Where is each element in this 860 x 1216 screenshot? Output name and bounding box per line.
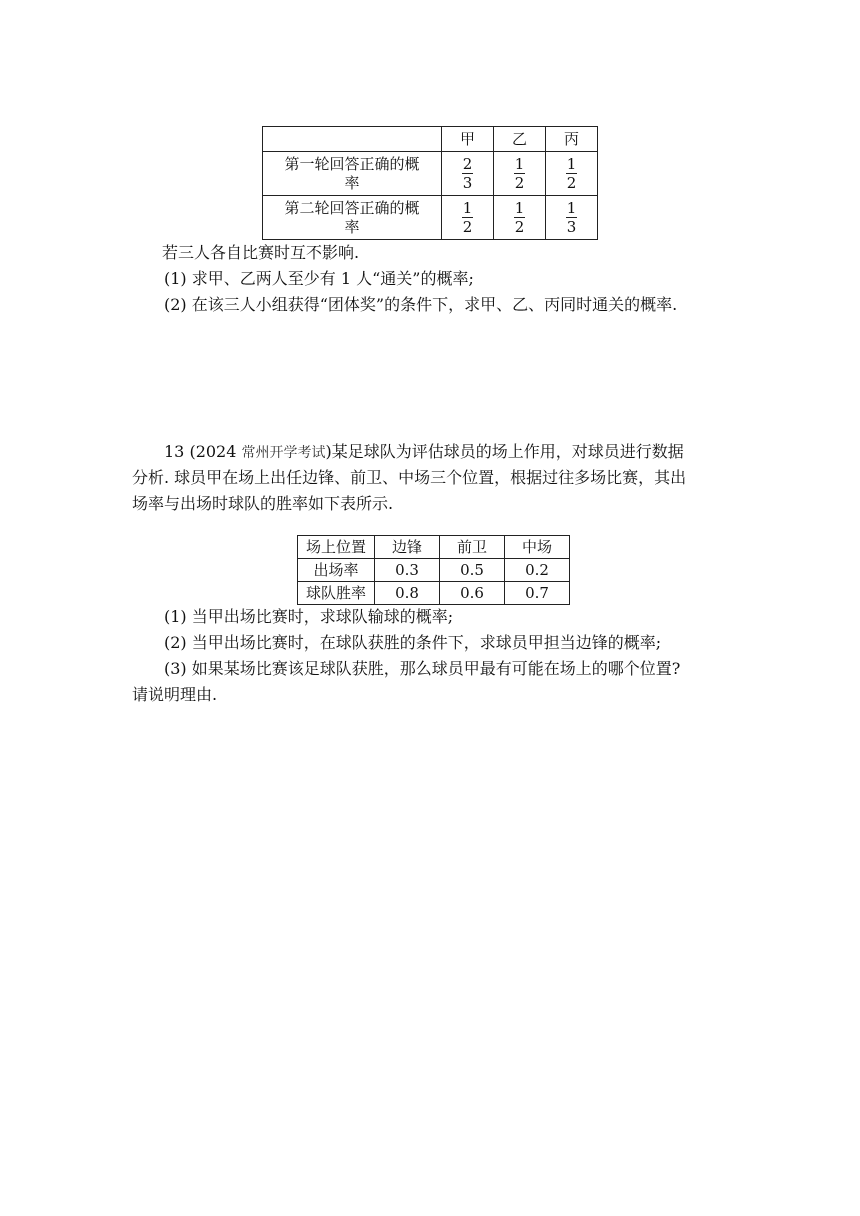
q13-part1: (1) 当甲出场比赛时，求球队输球的概率;	[164, 607, 454, 626]
table-header-cell: 乙	[494, 127, 546, 152]
fraction-numerator: 1	[514, 155, 525, 173]
q13-part3-line2: 请说明理由.	[132, 685, 218, 704]
fraction-numerator: 1	[462, 199, 473, 217]
table-cell: 0.2	[505, 559, 570, 582]
fraction-denominator: 3	[462, 174, 473, 192]
q12-part1: (1) 求甲、乙两人至少有 1 人“通关”的概率;	[164, 269, 474, 288]
fraction-numerator: 1	[566, 199, 577, 217]
table-cell	[494, 196, 546, 240]
table-cell	[546, 196, 598, 240]
fraction-denominator: 2	[514, 218, 525, 236]
fraction	[462, 199, 474, 236]
fraction-denominator: 2	[462, 218, 473, 236]
q13-part3-line1: (3) 如果某场比赛该足球队获胜，那么球员甲最有可能在场上的哪个位置?	[164, 659, 681, 678]
table-cell: 0.8	[375, 582, 440, 605]
q13-line3: 场率与出场时球队的胜率如下表所示.	[132, 494, 394, 513]
table-row	[298, 559, 570, 582]
table-header-row	[298, 536, 570, 559]
probability-table	[262, 126, 598, 240]
fraction-denominator: 3	[566, 218, 577, 236]
position-stats-table	[297, 535, 570, 605]
q12-intro: 若三人各自比赛时互不影响.	[162, 243, 360, 262]
table-header-cell: 场上位置	[298, 536, 375, 559]
question-source: 常州开学考试	[241, 445, 326, 461]
q13-line1-text: )某足球队为评估球员的场上作用，对球员进行数据	[325, 442, 684, 461]
table-cell	[442, 196, 494, 240]
fraction	[514, 199, 526, 236]
table-cell: 0.6	[440, 582, 505, 605]
question-number: 13 (2024	[164, 442, 242, 461]
fraction-numerator: 1	[514, 199, 525, 217]
table-cell: 出场率	[298, 559, 375, 582]
table-cell: 0.5	[440, 559, 505, 582]
table-cell	[494, 152, 546, 196]
table-row	[263, 152, 598, 196]
q13-line2: 分析. 球员甲在场上出任边锋、前卫、中场三个位置，根据过往多场比赛，其出	[132, 468, 687, 487]
row-label	[263, 152, 442, 196]
fraction	[566, 199, 578, 236]
fraction	[462, 155, 474, 192]
table-header-row	[263, 127, 598, 152]
table-cell: 0.7	[505, 582, 570, 605]
fraction-numerator: 2	[462, 155, 473, 173]
q13-line1	[164, 441, 684, 464]
table-header-cell: 中场	[505, 536, 570, 559]
table-header-cell: 前卫	[440, 536, 505, 559]
table-cell: 球队胜率	[298, 582, 375, 605]
row-label-line1: 第一轮回答正确的概	[284, 154, 420, 173]
fraction	[514, 155, 526, 192]
table-row	[263, 196, 598, 240]
row-label	[263, 196, 442, 240]
q12-part2: (2) 在该三人小组获得“团体奖”的条件下，求甲、乙、丙同时通关的概率.	[164, 295, 678, 314]
q13-part2: (2) 当甲出场比赛时，在球队获胜的条件下，求球员甲担当边锋的概率;	[164, 633, 662, 652]
table-header-cell: 甲	[442, 127, 494, 152]
table-row	[298, 582, 570, 605]
table-cell	[442, 152, 494, 196]
row-label-line1: 第二轮回答正确的概	[284, 198, 420, 217]
table-header-cell: 丙	[546, 127, 598, 152]
table-cell	[546, 152, 598, 196]
fraction	[566, 155, 578, 192]
fraction-denominator: 2	[514, 174, 525, 192]
row-label-line2: 率	[344, 217, 360, 236]
fraction-numerator: 1	[566, 155, 577, 173]
table-header-cell: 边锋	[375, 536, 440, 559]
table-header-cell	[263, 127, 442, 152]
table-cell: 0.3	[375, 559, 440, 582]
fraction-denominator: 2	[566, 174, 577, 192]
row-label-line2: 率	[344, 173, 360, 192]
